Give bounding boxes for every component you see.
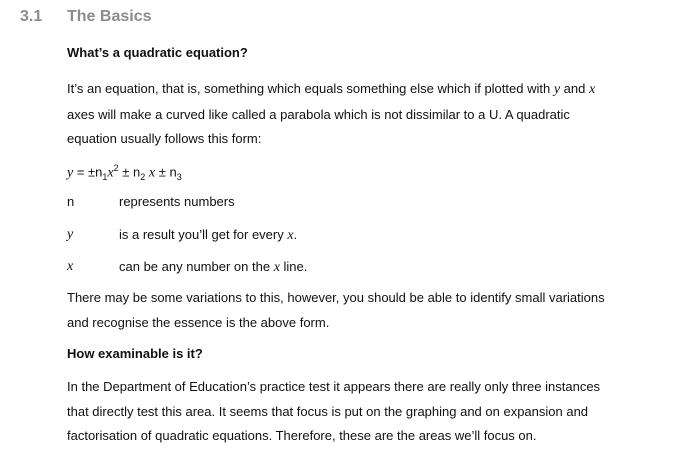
section-title: The Basics <box>67 8 152 25</box>
definition-desc <box>119 227 297 244</box>
subheading-examinable: How examinable is it? <box>67 346 203 361</box>
definition-desc-text: is a result you’ll get for every <box>119 227 284 242</box>
intro-line-2: axes will make a curved like called a parabola which is not dissimilar to a U. A quadratic <box>67 106 570 122</box>
definition-desc-var: x <box>273 260 280 275</box>
formula-x2: x <box>148 165 156 181</box>
examinable-line-2: that directly test this area. It seems that focus is put on the graphing and on expansion and <box>67 403 589 419</box>
intro-line-1 <box>67 77 677 103</box>
formula-sub1: 1 <box>102 171 108 182</box>
definition-desc-var: x <box>287 228 294 243</box>
subheading-quadratic: What’s a quadratic equation? <box>67 45 248 60</box>
definition-desc-text: can be any number on the <box>119 259 271 274</box>
variations-line-2: and recognise the essence is the above form. <box>67 314 330 330</box>
examinable-line-1: In the Department of Education’s practice test it appears there are really only three instances <box>67 379 601 394</box>
intro-paragraph <box>67 77 677 152</box>
formula-pm3: ± n <box>155 164 177 180</box>
intro-var-y: y <box>553 82 561 97</box>
intro-var-x: x <box>589 82 596 97</box>
quadratic-formula <box>67 163 182 182</box>
formula-sub3: 3 <box>176 171 182 182</box>
intro-text-a: It’s an equation, that is, something which equals something else which if plotted with <box>67 81 551 96</box>
formula-y: y <box>67 165 74 181</box>
definition-term: x <box>67 259 74 274</box>
definition-term: y <box>67 227 74 242</box>
variations-line-1: There may be some variations to this, however, you should be able to identify small variations <box>67 290 605 305</box>
formula-sup2: 2 <box>113 163 119 173</box>
examinable-line-3: factorisation of quadratic equations. Therefore, these are the areas we’ll focus on. <box>67 428 537 443</box>
intro-line-3: equation usually follows this form: <box>67 131 262 146</box>
section-number: 3.1 <box>20 8 43 25</box>
definition-desc <box>119 259 307 276</box>
definition-desc-end: . <box>293 227 298 242</box>
formula-eq: = ±n <box>73 164 103 180</box>
examinable-paragraph <box>67 375 677 449</box>
formula-pm2: ± n <box>118 164 141 180</box>
formula-sub2: 2 <box>140 171 146 182</box>
formula-x1: x <box>107 165 114 181</box>
definition-desc-end: line. <box>283 259 308 274</box>
intro-and: and <box>563 81 586 96</box>
definition-term: n <box>67 194 75 209</box>
definition-desc: represents numbers <box>119 194 235 209</box>
variations-paragraph <box>67 286 677 335</box>
